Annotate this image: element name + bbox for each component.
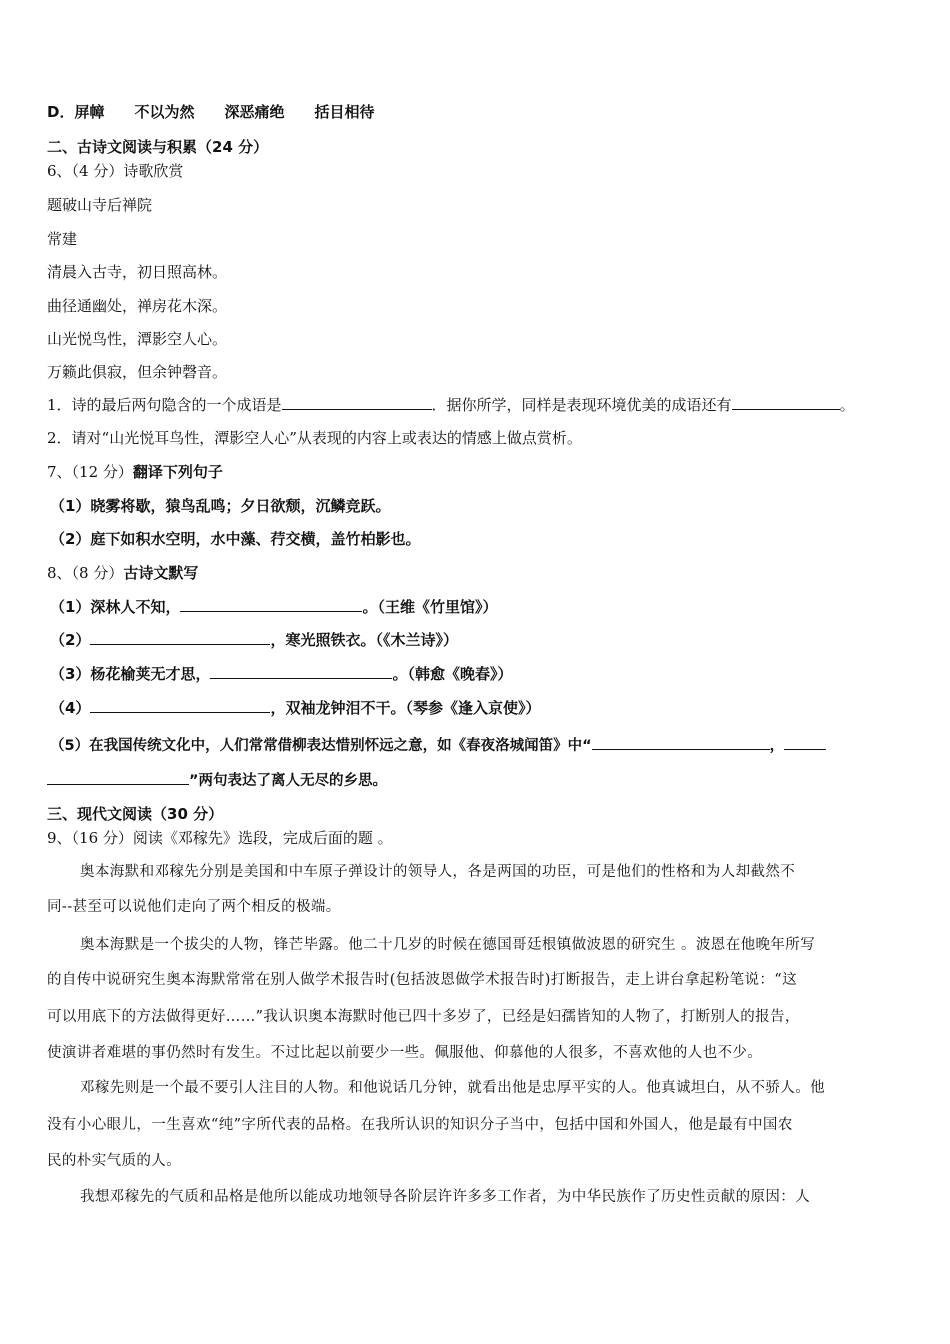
q8-line-2: （2） ，寒光照铁衣。（《木兰诗》） [50, 631, 458, 649]
paragraph-line: 邓稼先则是一个最不要引人注目的人物。和他说话几分钟，就看出他是忠厚平实的人。他真诚坦白，从不骄人。他 [80, 1080, 825, 1096]
poem-line: 曲径通幽处，禅房花木深。 [47, 297, 228, 315]
answer-blank[interactable] [180, 597, 362, 612]
poem-line: 万籁此俱寂，但余钟磬音。 [47, 363, 228, 381]
q7-sentence-2: （2）庭下如积水空明，水中藻、荇交横，盖竹柏影也。 [50, 530, 421, 548]
poem-line: 山光悦鸟性，潭影空人心。 [47, 330, 228, 348]
paragraph-line: 奥本海默是一个拔尖的人物，锋芒毕露。他二十几岁的时候在德国哥廷根镇做波恩的研究生 。波恩在他晚年所写 [80, 937, 816, 953]
answer-blank[interactable] [210, 664, 392, 679]
paragraph-line: 没有小心眼儿，一生喜欢“纯”字所代表的品格。在我所认识的知识分子当中，包括中国和外国人，他是最有中国农 [47, 1117, 793, 1133]
option-d-label: D． [47, 103, 75, 121]
q8-header: 8、（8 分）古诗文默写 [47, 564, 199, 582]
option-d-item: 深恶痛绝 [224, 103, 285, 121]
q8-line-3: （3）杨花榆荚无才思， 。（韩愈《晚春》） [50, 665, 513, 683]
paragraph-line: 使演讲者难堪的事仍然时有发生。不过比起以前要少一些。佩服他、仰慕他的人很多，不喜欢他的人也不少。 [47, 1045, 763, 1061]
q7-header: 7、（12 分）翻译下列句子 [47, 463, 223, 481]
answer-blank[interactable] [47, 770, 189, 785]
option-d-item: 不以为然 [134, 103, 195, 121]
option-d-item: 括目相待 [314, 103, 375, 121]
q8-line-5-cont: ”两句表达了离人无尽的乡思。 [47, 770, 387, 791]
q9-prefix: 9、（16 分）阅读《邓稼先》选段，完成后面的题 。 [47, 829, 393, 847]
paragraph-line: 我想邓稼先的气质和品格是他所以能成功地领导各阶层许许多多工作者，为中华民族作了历史性贡献的原因：人 [80, 1189, 811, 1205]
answer-blank[interactable] [592, 735, 770, 750]
answer-blank[interactable] [90, 698, 270, 713]
q7-sentence-1: （1）晓雾将歇，猿鸟乱鸣；夕日欲颓，沉鳞竞跃。 [50, 497, 391, 515]
section3-heading: 三、现代文阅读（30 分） [47, 805, 224, 823]
paragraph-line: 民的朴实气质的人。 [47, 1153, 182, 1169]
q8-line-4: （4） ，双袖龙钟泪不干。（琴参《逢入京使》） [50, 699, 541, 717]
poem-title: 题破山寺后禅院 [47, 196, 153, 214]
paragraph-line: 可以用底下的方法做得更好……”我认识奥本海默时他已四十多岁了，已经是妇孺皆知的人物了，打断别人的报告， [47, 1009, 800, 1025]
paragraph-line: 奥本海默和邓稼先分别是美国和中车原子弹设计的领导人，各是两国的功臣，可是他们的性格和为人却截然不 [80, 864, 796, 880]
answer-blank[interactable] [90, 630, 270, 645]
option-d-row [47, 102, 375, 122]
q6-sub2: 2．请对“山光悦耳鸟性，潭影空人心”从表现的内容上或表达的情感上做点赏析。 [47, 429, 582, 447]
section2-heading: 二、古诗文阅读与积累（24 分） [47, 138, 269, 156]
q6-sub1: 1．诗的最后两句隐含的一个成语是 ．据你所学，同样是表现环境优美的成语还有 。 [47, 396, 855, 414]
paragraph-line: 同--甚至可以说他们走向了两个相反的极端。 [47, 899, 341, 915]
answer-blank[interactable] [784, 735, 826, 750]
option-d-item: 屏幛 [74, 103, 105, 121]
answer-blank[interactable] [732, 395, 840, 410]
paragraph-line: 的自传中说研究生奥本海默常常在别人做学术报告时(包括波恩做学术报告时)打断报告，走上讲台拿起粉笔说：“这 [47, 972, 798, 988]
q6-prefix: 6、（4 分）诗歌欣赏 [47, 162, 184, 180]
poem-author: 常建 [47, 230, 78, 248]
q8-line-1: （1）深林人不知， 。（王维《竹里馆》） [50, 598, 498, 616]
answer-blank[interactable] [282, 395, 432, 410]
q8-line-5: （5）在我国传统文化中，人们常常借柳表达惜别怀远之意，如《春夜洛城闻笛》中“ ， [50, 735, 826, 756]
poem-line: 清晨入古寺，初日照高林。 [47, 263, 228, 281]
